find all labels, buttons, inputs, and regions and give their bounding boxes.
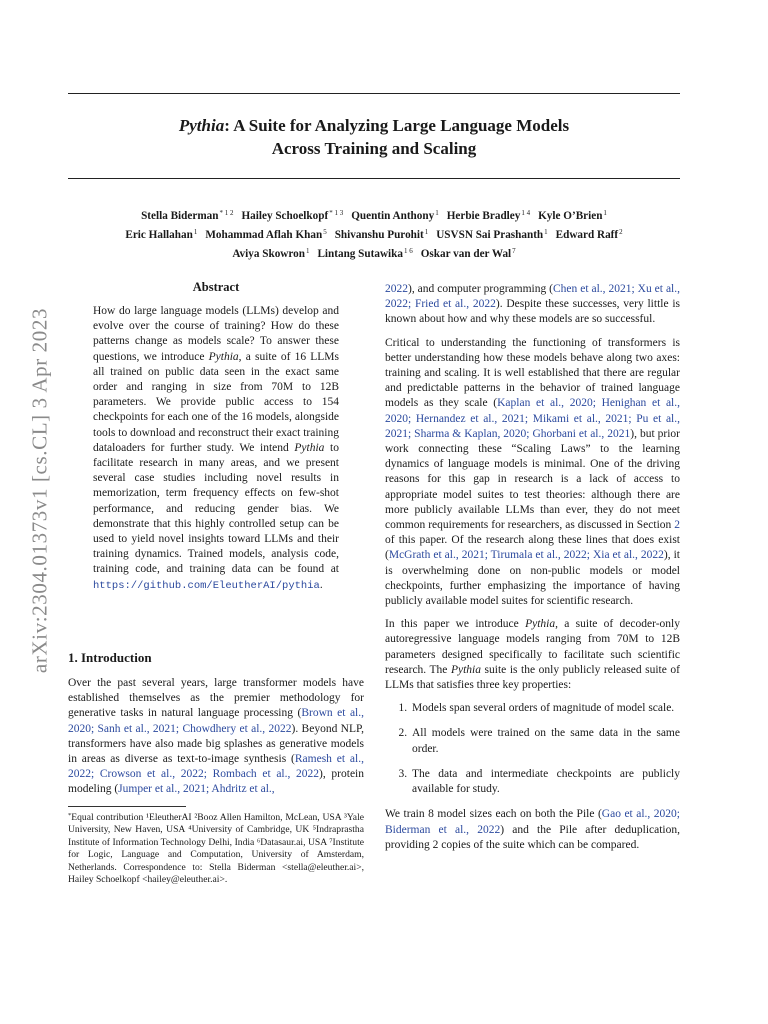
author-name: Quentin Anthony bbox=[351, 210, 435, 222]
citation-link[interactable]: Jumper et al., 2021; Ahdritz et al., bbox=[118, 783, 275, 796]
author bbox=[335, 229, 429, 241]
footnote-rule bbox=[68, 806, 186, 807]
right-p2-text-2: , a suite of decoder-only autoregressive language models ranging from 70M to 12B parameters designed specifically to facilitate such scientific research. The bbox=[385, 618, 680, 676]
introduction-heading: 1. Introduction bbox=[68, 650, 152, 665]
author-affiliation: 1 bbox=[305, 247, 310, 255]
title-line1: : A Suite for Analyzing Large Language Models bbox=[224, 116, 570, 135]
abstract-pythia-2: Pythia bbox=[294, 441, 325, 454]
intro-text-1: Over the past several years, large transformer models have established themselves as the premier methodology for generative tasks in natural language processing ( bbox=[68, 677, 364, 720]
author-name: Eric Hallahan bbox=[125, 229, 193, 241]
author bbox=[421, 248, 516, 260]
abstract-body bbox=[93, 304, 339, 594]
author-affiliation: 1 bbox=[435, 209, 439, 217]
property-list bbox=[385, 701, 680, 797]
paper-title bbox=[68, 114, 680, 160]
author bbox=[351, 210, 439, 222]
author bbox=[538, 210, 607, 222]
list-item: 2. All models were trained on the same data in the same order. bbox=[410, 726, 680, 756]
intro-text-3: ), protein modeling ( bbox=[68, 768, 364, 796]
abstract-text-1: How do large language models (LLMs) develop and evolve over the course of training? How do these patterns change as models scale? To answer these questions, we introduce bbox=[93, 305, 339, 363]
right-pythia-1: Pythia bbox=[525, 618, 556, 631]
list-item: 1. Models span several orders of magnitude of model scale. bbox=[410, 701, 680, 716]
section-link[interactable]: 2 bbox=[674, 519, 680, 532]
author-name: Oskar van der Wal bbox=[420, 248, 512, 260]
title-line2: Across Training and Scaling bbox=[271, 139, 477, 158]
author-name: Stella Biderman bbox=[141, 210, 219, 222]
right-p0-text-1: ), and computer programming ( bbox=[408, 283, 554, 295]
right-p1-text-4: ), it is overwhelming done on non-public models or model checkpoints, further emphasizing the importance of having publicly available model suites for scientific research. bbox=[385, 549, 680, 608]
author-name: USVSN Sai Prashanth bbox=[436, 229, 544, 241]
top-rule bbox=[68, 93, 680, 94]
right-p2-text-1: In this paper we introduce bbox=[385, 618, 526, 631]
abstract-text-3: to facilitate research in many areas, and we present several case studies including novel results in memorization, term frequency effects on few-shot performance, and reducing gender bias. We demonstrate that this highly controlled setup can be used to yield novel insights toward LLMs and their training dynamics. Trained models, analysis code, training code, and training data can be found at bbox=[93, 441, 340, 576]
author-affiliation: 1 bbox=[424, 228, 429, 236]
author-affiliation: 2 bbox=[619, 228, 623, 236]
footnote-mark: * bbox=[68, 812, 72, 819]
citation-link[interactable]: Gao et al., 2020; Biderman et al., 2022 bbox=[385, 808, 680, 836]
abstract-end: . bbox=[319, 578, 323, 591]
author-name: Lintang Sutawika bbox=[317, 248, 403, 260]
right-p0-text-2: ). Despite these successes, very little is known about how and why these models are so successful. bbox=[385, 298, 680, 326]
abstract-text-2: , a suite of 16 LLMs all trained on public data seen in the exact same order and ranging in size from 70M to 12B parameters. We provide public access to 154 checkpoints for each one of the 16 models, alongside tools to download and reconstruct their exact training dataloaders for further study. We intend bbox=[93, 350, 339, 454]
title-italic: Pythia bbox=[178, 116, 225, 135]
right-pythia-2: Pythia bbox=[450, 663, 481, 676]
citation-link[interactable]: Brown et al., 2020; Sanh et al., 2021; Chowdhery et al., 2022 bbox=[68, 707, 364, 735]
list-item: 3. The data and intermediate checkpoints are publicly available for study. bbox=[410, 767, 680, 797]
author-name: Hailey Schoelkopf bbox=[241, 210, 329, 222]
citation-link[interactable]: Ramesh et al., 2022; Crowson et al., 2022; Rombach et al., 2022 bbox=[68, 753, 364, 781]
author bbox=[241, 210, 343, 222]
author bbox=[141, 210, 233, 222]
right-p1-text-1: Critical to understanding the functioning of transformers is better understanding how these models behave along two axes: training and scaling. It is well established that there are regular and predictable patterns in the behavior of trained language models as they scale ( bbox=[385, 336, 680, 410]
author bbox=[125, 229, 197, 241]
intro-text-2: ). Beyond NLP, transformers have also made big splashes as generative models in areas as diverse as text-to-image synthesis ( bbox=[68, 722, 364, 766]
author-affiliation: * 1 2 bbox=[219, 209, 234, 217]
arxiv-side-label: arXiv:2304.01373v1 [cs.CL] 3 Apr 2023 bbox=[27, 307, 52, 674]
author-affiliation: 1 6 bbox=[403, 247, 413, 255]
right-column bbox=[385, 282, 680, 861]
citation-link[interactable]: Chen et al., 2021; Xu et al., 2022; Fried et al., 2022 bbox=[385, 283, 680, 311]
right-p3-text-1: We train 8 model sizes each on both the Pile ( bbox=[385, 808, 602, 821]
author-affiliation: 5 bbox=[323, 228, 327, 236]
footnote-text: Equal contribution ¹EleutherAI ²Booz Allen Hamilton, McLean, USA ³Yale University, New Haven, USA ⁴University of Cambridge, UK ⁵Indraprastha Institute of Information Technology Delhi, India ⁶Datasaur.ai, USA ⁷Institute for Logic, Language and Computation, University of Amsterdam, Netherlands. Correspondence to: Stella Biderman <stella@eleuther.ai>, Hailey Schoelkopf <hailey@eleuther.ai>. bbox=[68, 812, 364, 886]
author-name: Mohammad Aflah Khan bbox=[205, 229, 323, 241]
author-name: Aviya Skowron bbox=[232, 248, 305, 260]
citation-link[interactable]: Kaplan et al., 2020; Henighan et al., 2020; Hernandez et al., 2021; Mikami et al., 2021; Pu et al., 2021; Sharma & Kaplan, 2020; Ghorbani et al., 2021 bbox=[385, 397, 680, 440]
author bbox=[556, 229, 623, 241]
citation-link[interactable]: McGrath et al., 2021; Tirumala et al., 2022; Xia et al., 2022 bbox=[388, 549, 664, 562]
author bbox=[436, 229, 547, 241]
author-name: Kyle O’Brien bbox=[538, 210, 603, 222]
author-affiliation: 7 bbox=[512, 247, 516, 255]
author-affiliation: 1 bbox=[193, 228, 198, 236]
right-p1-text-2: ), but prior work connecting these “Scaling Laws” to the learning dynamics of language models is minimal. One of the driving reasons for this gap in research is a lack of access to appropriate model suites to test theories: although there are more publicly available LLMs than ever, they do not meet common requirements for researchers, as discussed in Section bbox=[385, 427, 680, 532]
author-affiliation: 1 bbox=[544, 228, 548, 236]
author-affiliation: 1 4 bbox=[521, 209, 531, 217]
author-name: Edward Raff bbox=[555, 229, 619, 241]
author bbox=[205, 229, 326, 241]
title-bottom-rule bbox=[68, 178, 680, 179]
right-p3-text-2: ) and the Pile after deduplication, providing 2 copies of the suite which can be compared. bbox=[385, 823, 680, 851]
author-list bbox=[68, 205, 680, 262]
abstract-heading: Abstract bbox=[192, 280, 240, 294]
introduction-body bbox=[68, 676, 364, 798]
author bbox=[317, 248, 412, 260]
citation-link[interactable]: 2022 bbox=[385, 283, 408, 295]
author bbox=[232, 248, 309, 260]
author-affiliation: 1 bbox=[603, 209, 607, 217]
right-p1-text-3: of this paper. Of the research along these lines that does exist ( bbox=[385, 534, 680, 562]
author-name: Herbie Bradley bbox=[446, 210, 521, 222]
author-affiliation: * 1 3 bbox=[329, 209, 344, 217]
github-link[interactable]: https://github.com/EleutherAI/pythia bbox=[93, 579, 320, 592]
footnote bbox=[68, 810, 364, 886]
author-name: Shivanshu Purohit bbox=[334, 229, 424, 241]
right-p2-text-3: suite is the only publicly released suite of LLMs that satisfies three key properties: bbox=[385, 663, 680, 692]
author bbox=[447, 210, 530, 222]
abstract-pythia-1: Pythia bbox=[208, 350, 239, 363]
